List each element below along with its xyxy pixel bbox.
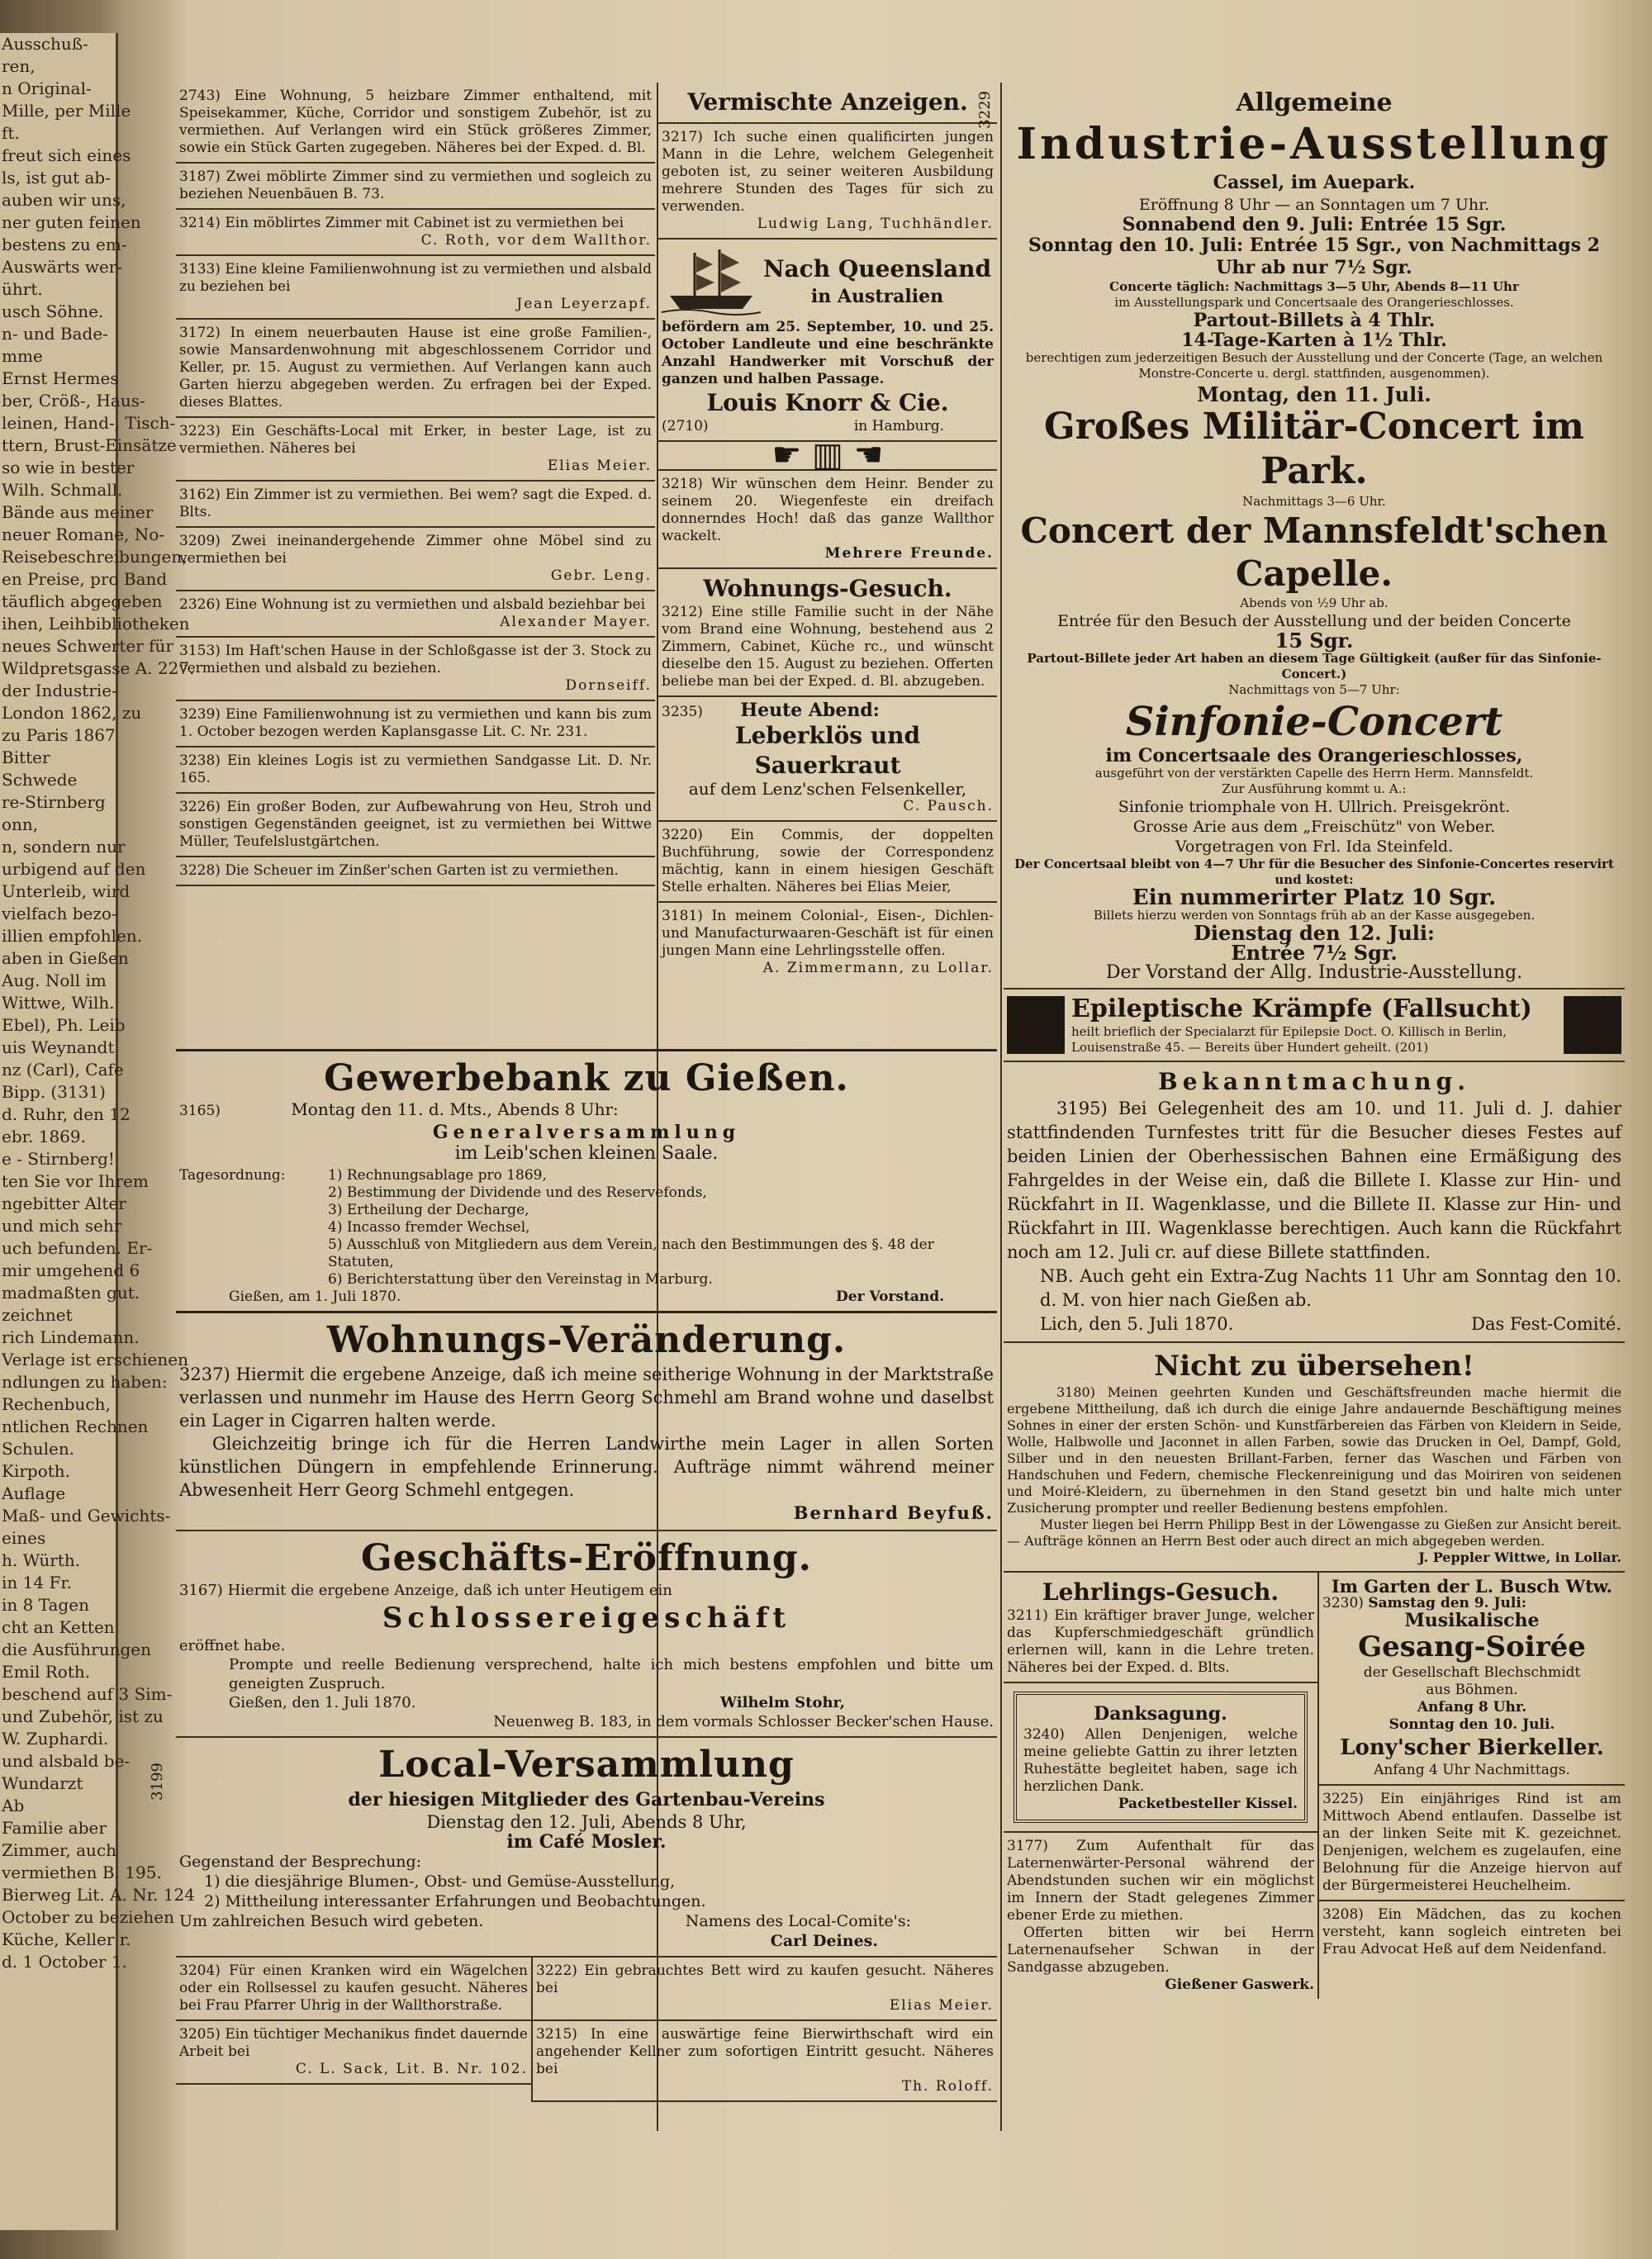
ad-3153	[176, 638, 655, 701]
prev-page-line: täuflich abgegeben	[2, 591, 163, 611]
ad-geschaeftseroeffnung: Geschäfts-Eröffnung. 3167) Hiermit die ergebene Anzeige, daß ich unter Heutigem ein Schlossereigeschäft eröffnet habe. Prompte und reelle Bedienung versprechend, halte ich mich bestens empfohlen und bitte um geneigten Zuspruch. Gießen, den 1. Juli 1870. Wilhelm Stohr, Neuenweg B. 183, in dem vormals Schlosser Becker'schen Hause.	[176, 1531, 997, 1738]
prev-page-line: mir umgehend 6	[2, 1260, 140, 1280]
ad-text: Die Scheuer im Zinßer'schen Garten ist zu vermiethen.	[225, 862, 619, 879]
ad-number: 3153)	[179, 643, 221, 659]
ad-3208: 3208) Ein Mädchen, das zu kochen versteht, kann sogleich eintreten bei Frau Advocat Heß auf dem Neidenfand.	[1322, 1906, 1621, 1958]
col3-bottom	[1004, 1573, 1625, 1999]
ad-text: Ein kleines Logis ist zu vermiethen Sandgasse Lit. D. Nr. 165.	[179, 752, 652, 786]
prev-page-line: re-Stirnberg	[2, 792, 106, 812]
ad-3181: 3181) In meinem Colonial-, Eisen-, Dichlen- und Manufacturwaaren-Geschäft ist für einen jungen Mann eine Lehrlingsstelle offen. A. Zimmermann, zu Lollar.	[662, 908, 994, 976]
column-1	[176, 83, 655, 1049]
prev-page-line: Kirpoth.	[2, 1461, 71, 1481]
ad-danksagung: Danksagung. 3240) Allen Denjenigen, welche meine geliebte Gattin zu ihrer letzten Ruhestätte begleitet haben, sage ich herzlichen Dank. Packetbesteller Kissel.	[1004, 1683, 1317, 1833]
ad-text: Im Haft'schen Hause in der Schloßgasse ist der 3. Stock zu vermiethen und alsbald zu beziehen.	[179, 643, 652, 676]
ad-signature: Dornseiff.	[565, 677, 652, 694]
prev-page-line: ngebitter Alter	[2, 1194, 126, 1213]
prev-page-line: in 8 Tagen	[2, 1595, 89, 1615]
ad-bekanntmachung: Bekanntmachung. 3195) Bei Gelegenheit des am 10. und 11. Juli d. J. dahier stattfindenden Turnfestes tritt für die Besucher dieses Festes auf beiden Linien der Oberhessischen Bahnen eine Ermäßigung des Fahrgeldes in der Weise ein, daß die Billete I. Klasse zur Hin- und Rückfahrt in II. Wagenklasse, und die Billete II. Klasse zur Hin- und Rückfahrt in III. Wagenklasse berechtigen. Auch kann die Rückfahrt noch am 12. Juli cr. auf diese Billete stattfinden. NB. Auch geht ein Extra-Zug Nachts 11 Uhr am Sonntag den 10. d. M. von hier nach Gießen ab. Lich, den 5. Juli 1870. Das Fest-Comité.	[1004, 1062, 1625, 1343]
prev-page-line: cht an Ketten	[2, 1617, 115, 1637]
prev-page-line: d. Ruhr, den 12	[2, 1104, 131, 1124]
ad-text: In eine auswärtige feine Bierwirthschaft wird ein angehender Kellner zum sofortigen Eintritt gesucht. Näheres bei	[536, 2026, 995, 2077]
ad-queensland: Nach Queensland in Australien befördern am 25. September, 10. und 25. October Landleute und eine beschränkte Anzahl Handwerker mit Vorschuß der ganzen und halben Passage. Louis Knorr & Cie. (2710) in Hamburg.	[658, 240, 997, 442]
previous-page-edge	[0, 33, 195, 2230]
prev-page-line: Wildpretsgasse A. 227.	[2, 658, 195, 678]
ad-number: 3214)	[179, 215, 221, 231]
ad-text: In einem neuerbauten Hause ist eine große Familien-, sowie Mansardenwohnung mit abgeschlossenem Corridor und Keller, pr. 15. August zu vermiethen. Auf Verlangen kann auch Garten hierzu abgegeben werden. Zu erfragen bei der Exped. dieses Blattes.	[179, 325, 652, 411]
prev-page-line: Wittwe, Wilh.	[2, 993, 115, 1013]
prev-page-line: die Ausführungen	[2, 1640, 151, 1659]
ad-signature: C. L. Sack, Lit. B. Nr. 102.	[295, 2061, 528, 2077]
ad-3238	[176, 747, 655, 794]
prev-page-line: madmaßten gut.	[2, 1283, 140, 1303]
prev-page-line: Ausschuß-	[2, 34, 88, 54]
prev-page-line: ührt.	[2, 279, 43, 299]
prev-page-line: Emil Roth.	[2, 1662, 91, 1682]
ad-text: Ein Zimmer ist zu vermiethen. Bei wem? sagt die Exped. d. Blts.	[179, 486, 653, 520]
list-item: 4) Incasso fremder Wechsel,	[328, 1219, 530, 1236]
prev-page-line: beschend auf 3 Sim-	[2, 1684, 173, 1704]
prev-page-line: Auswärts wer-	[2, 257, 123, 277]
decorative-block-icon	[1564, 996, 1621, 1054]
ad-text: Ein möblirtes Zimmer mit Cabinet ist zu vermiethen bei	[225, 215, 624, 231]
prev-page-line: Bierweg Lit. A. Nr. 124	[2, 1885, 195, 1905]
ad-3222	[533, 1958, 997, 2021]
prev-page-line: Bipp. (3131)	[2, 1082, 106, 1102]
prev-page-line: neues Schwerter für	[2, 636, 173, 656]
ad-number: 3238)	[179, 752, 221, 769]
list-item: 6) Berichterstattung über den Vereinstag in Marburg.	[328, 1271, 713, 1288]
section-heading: Vermischte Anzeigen.	[658, 83, 997, 124]
column-2	[658, 83, 997, 982]
prev-page-line: ihen, Leihbibliotheken	[2, 614, 190, 634]
prev-page-line: Ernst Hermes	[2, 368, 119, 388]
ship-icon	[662, 244, 761, 319]
ad-3225: 3225) Ein einjähriges Rind ist am Mittwoch Abend entlaufen. Dasselbe ist an der linken Seite mit K. gezeichnet. Denjenigen, welchem es zugelaufen, eine Belohnung für die Anzeige hiervon auf der Bürgermeisterei Heuchelheim.	[1319, 1786, 1625, 1901]
ad-gewerbebank: Gewerbebank zu Gießen. 3165) Montag den 11. d. Mts., Abends 8 Uhr: Generalversammlung im Leib'schen kleinen Saale. Tagesordnung: 1) Rechnungsablage pro 1869, 2) Bestimmung der Dividende und des Reservefonds, 3) Ertheilung der Decharge, 4) Incasso fremder Wechsel, 5) Ausschluß von Mitgliedern aus dem Verein, nach den Bestimmungen des §. 48 der Statuten, 6) Berichterstattung über den Vereinstag in Marburg. Gießen, am 1. Juli 1870. Der Vorstand.	[176, 1049, 997, 1313]
ad-3177: 3177) Zum Aufenthalt für das Laternenwärter-Personal während der Abendstunden suchen wir ein möglichst im Innern der Stadt gelegenes Zimmer ebener Erde zu miethen. Offerten bitten wir bei Herrn Laternenaufseher Schwan in der Sandgasse abzugeben. Gießener Gaswerk.	[1007, 1838, 1315, 1993]
prev-page-line: ndlungen zu haben:	[2, 1372, 168, 1392]
prev-page-line: vermiethen B. 195.	[2, 1863, 162, 1882]
list-item: 5) Ausschluß von Mitgliedern aus dem Verein, nach den Bestimmungen des §. 48 der Statuten,	[328, 1236, 934, 1270]
ad-localversammlung: 3199 Local-Versammlung der hiesigen Mitglieder des Gartenbau-Vereins Dienstag den 12. Juli, Abends 8 Uhr, im Café Mosler. Gegenstand der Besprechung: 1) die diesjährige Blumen-, Obst- und Gemüse-Ausstellung, 2) Mittheilung interessanter Erfahrungen und Beobachtungen. Um zahlreichen Besuch wird gebeten. Namens des Local-Comite's: Carl Deines.	[176, 1738, 997, 1958]
list-item: 2) Bestimmung der Dividende und des Reservefonds,	[328, 1184, 707, 1201]
prev-page-line: Wilh. Schmall.	[2, 480, 123, 500]
prev-page-line: ten Sie vor Ihrem	[2, 1171, 149, 1191]
prev-page-line: Ebel), Ph. Leib	[2, 1015, 126, 1035]
prev-page-line: ren,	[2, 56, 36, 76]
prev-page-line: Schwede	[2, 770, 78, 790]
ad-3172	[176, 320, 655, 418]
ad-3162	[176, 482, 655, 528]
ad-text: Für einen Kranken wird ein Wägelchen oder ein Rollsessel zu kaufen gesucht. Näheres bei Frau Pfarrer Uhrig in der Wallthorstraße.	[179, 1962, 528, 2014]
prev-page-line: leinen, Hand-, Tisch-	[2, 413, 176, 433]
ad-number: 3133)	[179, 261, 221, 278]
ad-signature: Elias Meier.	[889, 1997, 994, 2014]
ad-text: Ein Geschäfts-Local mit Erker, in bester Lage, ist zu vermiethen. Näheres bei	[179, 423, 652, 457]
prev-page-line: neuer Romane, No-	[2, 524, 165, 544]
prev-page-line: Zimmer, auch	[2, 1840, 117, 1860]
ad-number: 3162)	[179, 486, 221, 503]
ad-3228	[176, 857, 655, 886]
wide-left-blocks	[149, 1049, 997, 2102]
ad-signature: Gebr. Leng.	[550, 567, 652, 584]
list-item: 2) Mittheilung interessanter Erfahrungen und Beobachtungen.	[204, 1892, 706, 1910]
prev-page-line: Schulen.	[2, 1439, 75, 1459]
ad-text: Ein großer Boden, zur Aufbewahrung von Heu, Stroh und sonstigen Gegenständen geeignet, ist zu vermiethen bei Wittwe Müller, Teufelslustgärtchen.	[179, 799, 653, 850]
list-item: 3) Ertheilung der Decharge,	[328, 1202, 529, 1218]
prev-page-line: und alsbald be-	[2, 1751, 131, 1771]
ad-number: 3172)	[179, 325, 221, 341]
list-item: 1) die diesjährige Blumen-, Obst- und Gemüse-Ausstellung,	[204, 1872, 676, 1891]
list-item: 1) Rechnungsablage pro 1869,	[328, 1167, 547, 1184]
ad-2743	[176, 83, 655, 164]
prev-page-line: ebr. 1869.	[2, 1127, 86, 1146]
hands-icon: ☛ ▥ ☚	[658, 442, 997, 471]
prev-page-line: urbigend auf den	[2, 859, 146, 879]
column-3	[976, 83, 1625, 1999]
ad-text: Zwei möblirte Zimmer sind zu vermiethen und sogleich zu beziehen Neuenbäuen B. 73.	[179, 168, 652, 202]
ad-signature: Th. Roloff.	[901, 2078, 994, 2095]
prev-page-line: usch Söhne.	[2, 301, 104, 321]
bottom-small-ads	[176, 1958, 997, 2102]
prev-page-line: rich Lindemann.	[2, 1327, 140, 1347]
prev-page-line: Unterleib, wird	[2, 881, 131, 901]
prev-page-line: n Original-	[2, 78, 92, 98]
ad-garten: Im Garten der L. Busch Wtw. 3230) Samstag den 9. Juli: Musikalische Gesang-Soirée der Gesellschaft Blechschmidt aus Böhmen. Anfang 8 Uhr. Sonntag den 10. Juli. Lony'scher Bierkeller. Anfang 4 Uhr Nachmittags.	[1319, 1573, 1625, 1786]
ad-2326	[176, 591, 655, 638]
prev-page-line: der Industrie-	[2, 681, 117, 700]
ad-wohnungsgesuch: Wohnungs-Gesuch. 3212) Eine stille Familie sucht in der Nähe vom Brand eine Wohnung, bestehend aus 2 Zimmern, Cabinet, Küche rc., und wünscht dieselbe den 15. August zu beziehen. Offerten beliebe man bei der Exped. d. Bl. abzugeben.	[658, 569, 997, 697]
ad-nicht-zu-uebersehen: Nicht zu übersehen! 3180) Meinen geehrten Kunden und Geschäftsfreunden mache hiermit die ergebene Mittheilung, daß ich durch die einige Jahre andauernde Beschäftigung meines Sohnes in einer der ersten Schön- und Kunstfärbereien das Färben von Kleidern in Seide, Wolle, Halbwolle und Jaconnet in allen Farben, sowie das Drucken in Oel, Dampf, Gold, Silber und in den neuesten Brillant-Farben, ferner das Waschen und Färben von Handschuhen und Federn, chemische Fleckenreinigung und das Moiriren von seidenen und Moiré-Kleidern, zu übernehmen in den Stand gesetzt bin und halte mich unter Zusicherung prompter und reeller Bedienung bestens empfohlen. Muster liegen bei Herrn Philipp Best in der Löwengasse zu Gießen zur Ansicht bereit. — Aufträge können an Herrn Best oder auch direct an mich abgegeben werden. J. Peppler Wittwe, in Lollar.	[1004, 1343, 1625, 1573]
ad-industrie-ausstellung: 3229 Allgemeine Industrie-Ausstellung Cassel, im Auepark. Eröffnung 8 Uhr — an Sonntagen um 7 Uhr. Sonnabend den 9. Juli: Entrée 15 Sgr. Sonntag den 10. Juli: Entrée 15 Sgr., von Nachmittags 2 Uhr ab nur 7½ Sgr. Concerte täglich: Nachmittags 3—5 Uhr, Abends 8—11 Uhr im Ausstellungspark und Concertsaale des Orangerieschlosses. Partout-Billets à 4 Thlr. 14-Tage-Karten à 1½ Thlr. berechtigen zum jederzeitigen Besuch der Ausstellung und der Concerte (Tage, an welchen Monstre-Concerte u. dergl. stattfinden, ausgenommen). Montag, den 11. Juli. Großes Militär-Concert im Park. Nachmittags 3—6 Uhr. Concert der Mannsfeldt'schen Capelle. Abends von ½9 Uhr ab. Entrée für den Besuch der Ausstellung und der beiden Concerte 15 Sgr. Partout-Billete jeder Art haben an diesem Tage Gültigkeit (außer für das Sinfonie-Concert.) Nachmittags von 5—7 Uhr: Sinfonie-Concert im Concertsaale des Orangerieschlosses, ausgeführt von der verstärkten Capelle des Herrn Herm. Mannsfeldt. Zur Ausführung kommt u. A.: Sinfonie triomphale von H. Ullrich. Preisgekrönt. Grosse Arie aus dem „Freischütz" von Weber. Vorgetragen von Frl. Ida Steinfeld. Der Concertsaal bleibt von 4—7 Uhr für die Besucher des Sinfonie-Concertes reservirt und kostet: Ein nummerirter Platz 10 Sgr. Billets hierzu werden von Sonntags früh ab an der Kasse ausgegeben. Dienstag den 12. Juli: Entrée 7½ Sgr. Der Vorstand der Allg. Industrie-Ausstellung.	[1004, 83, 1625, 989]
ad-3239	[176, 701, 655, 747]
ad-3220: 3220) Ein Commis, der doppelten Buchführung, sowie der Correspondenz mächtig, kann in einem hiesigen Geschäft Stelle erhalten. Näheres bei Elias Meier,	[658, 822, 997, 903]
ad-lehrling: Lehrlings-Gesuch. 3211) Ein kräftiger braver Junge, welcher das Kupferschmiedgeschäft gründlich erlernen will, kann in die Lehre treten. Näheres bei der Exped. d. Blts.	[1004, 1573, 1317, 1683]
newspaper-page	[145, 83, 1635, 2218]
ad-number: 3222)	[536, 1962, 577, 1979]
prev-page-line: zu Paris 1867	[2, 725, 116, 745]
ad-signature: Alexander Mayer.	[500, 614, 652, 630]
prev-page-line: bestens zu em-	[2, 235, 127, 254]
prev-page-line: Wundarzt	[2, 1773, 83, 1793]
prev-page-line: illien empfohlen.	[2, 926, 143, 946]
ad-signature: C. Roth, vor dem Wallthor.	[420, 232, 652, 249]
prev-page-line: onn,	[2, 814, 39, 834]
ad-leberkloes: 3235) Heute Abend: Leberklös und Sauerkraut auf dem Lenz'schen Felsenkeller, C. Pausch.	[658, 697, 997, 822]
prev-page-line: W. Zuphardi.	[2, 1729, 109, 1749]
prev-page-line: London 1862, zu	[2, 703, 142, 723]
prev-page-line: freut sich eines	[2, 145, 131, 165]
prev-page-line: d. 1 October 1.	[2, 1952, 127, 1972]
prev-page-line: ft.	[2, 123, 20, 143]
ad-text: Ein gebrauchtes Bett wird zu kaufen gesucht. Näheres bei	[536, 1962, 994, 1996]
prev-page-line: so wie in bester	[2, 458, 135, 477]
prev-page-line: Rechenbuch,	[2, 1394, 111, 1414]
ad-3217: 3217) Ich suche einen qualificirten jungen Mann in die Lehre, welchem Gelegenheit geboten ist, zu seiner weiteren Ausbildung mehrere Stunden des Tages für sich zu verwenden. Ludwig Lang, Tuchhändler.	[658, 124, 997, 240]
prev-page-line: en Preise, pro Band	[2, 569, 168, 589]
ad-number: 3204)	[179, 1962, 221, 1979]
ad-3187	[176, 164, 655, 210]
prev-page-line: auben wir uns,	[2, 190, 126, 210]
prev-page-line: Auflage	[2, 1483, 66, 1503]
prev-page-line: nz (Carl), Cafe	[2, 1060, 124, 1080]
ad-3223	[176, 418, 655, 482]
prev-page-line: Maß- und Gewichts-	[2, 1506, 171, 1526]
ad-text: Zwei ineinandergehende Zimmer ohne Möbel sind zu vermiethen bei	[179, 533, 652, 567]
prev-page-line: Bitter	[2, 747, 50, 767]
ad-3133	[176, 256, 655, 320]
ad-number: 3187)	[179, 168, 221, 185]
ad-signature: Elias Meier.	[547, 458, 652, 474]
ad-signature: Jean Leyerzapf.	[516, 296, 652, 312]
ad-number: 2743)	[179, 88, 221, 104]
ad-number: 3205)	[179, 2026, 221, 2043]
prev-page-line: ls, ist gut ab-	[2, 168, 111, 187]
prev-page-line: Küche, Keller r.	[2, 1929, 131, 1949]
prev-page-line: Familie aber	[2, 1818, 107, 1838]
prev-page-line: October zu beziehen	[2, 1907, 175, 1927]
decorative-block-icon	[1007, 996, 1065, 1054]
ad-epilepsie: Epileptische Krämpfe (Fallsucht) heilt brieflich der Specialarzt für Epilepsie Doct. O. Killisch in Berlin, Louisenstraße 45. — Bereits über Hundert geheilt. (201)	[1004, 989, 1625, 1062]
prev-page-line: aben in Gießen	[2, 948, 129, 968]
prev-page-line: Ab	[2, 1796, 25, 1815]
ad-3226	[176, 794, 655, 857]
prev-page-line: uis Weynandt	[2, 1037, 115, 1057]
prev-page-line: Reisebeschreibungen,	[2, 547, 188, 567]
ad-wohnungsveraenderung: Wohnungs-Veränderung. 3237) Hiermit die ergebene Anzeige, daß ich meine seitherige Wohnung in der Marktstraße verlassen und nunmehr im Hause des Herrn Georg Schmehl am Brand wohne und daselbst ein Lager in Cigarren halten werde. Gleichzeitig bringe ich für die Herren Landwirthe mein Lager in allen Sorten künstlichen Düngern in empfehlende Erinnerung. Aufträge nimmt während meiner Abwesenheit Herr Georg Schmehl entgegen. Bernhard Beyfuß.	[176, 1313, 997, 1531]
prev-page-line: n- und Bade-	[2, 324, 108, 344]
ad-text: Eine Familienwohnung ist zu vermiethen und kann bis zum 1. October bezogen werden Kaplansgasse Lit. C. Nr. 231.	[179, 706, 652, 740]
prev-page-line: in 14 Fr.	[2, 1573, 73, 1592]
column-rule	[1000, 83, 1002, 2131]
prev-page-line: mme	[2, 346, 43, 366]
ad-3218: 3218) Wir wünschen dem Heinr. Bender zu seinem 20. Wiegenfeste ein dreifach donnerndes Hoch! daß das ganze Wallthor wackelt. Mehrere Freunde.	[658, 471, 997, 569]
ad-3209	[176, 528, 655, 591]
prev-page-line: ttern, Brust-Einsätze	[2, 435, 177, 455]
prev-page-line: ntlichen Rechnen	[2, 1417, 149, 1436]
prev-page-line: uch befunden. Er-	[2, 1238, 153, 1258]
ad-number: 3223)	[179, 423, 221, 439]
ad-text: Eine kleine Familienwohnung ist zu vermiethen und alsbald zu beziehen bei	[179, 261, 653, 295]
prev-page-line: ner guten feinen	[2, 212, 141, 232]
ad-number: 2326)	[179, 596, 221, 613]
prev-page-line: Mille, per Mille	[2, 101, 131, 121]
ad-3214	[176, 210, 655, 256]
ad-number: 3228)	[179, 862, 221, 879]
ad-text: Eine Wohnung ist zu vermiethen und alsbald beziehbar bei	[225, 596, 646, 613]
ad-number: 3209)	[179, 533, 221, 549]
prev-page-line: h. Würth.	[2, 1550, 81, 1570]
prev-page-line: zeichnet	[2, 1305, 73, 1325]
ad-text: Eine Wohnung, 5 heizbare Zimmer enthaltend, mit Speisekammer, Küche, Corridor und sonstigem Zubehör, ist zu vermiethen. Auf Verlangen wird ein Stück größeres Zimmer, sowie ein Stück Garten zugegeben. Näheres bei der Exped. d. Bl.	[179, 88, 652, 156]
ad-number: 3215)	[536, 2026, 577, 2043]
ad-text: Ein tüchtiger Mechanikus findet dauernde Arbeit bei	[179, 2026, 528, 2060]
prev-page-line: Verlage ist erschienen	[2, 1350, 188, 1369]
prev-page-line: Bände aus meiner	[2, 502, 154, 522]
prev-page-line: Aug. Noll im	[2, 971, 107, 990]
ad-number: 3226)	[179, 799, 221, 815]
prev-page-line: n, sondern nur	[2, 837, 126, 857]
prev-page-line: eines	[2, 1528, 46, 1548]
prev-page-line: e - Stirnberg!	[2, 1149, 115, 1169]
prev-page-line: und mich sehr	[2, 1216, 122, 1236]
prev-page-line: ber, Cröß-, Haus-	[2, 391, 145, 411]
ad-3205	[176, 2021, 531, 2085]
ad-number: 3239)	[179, 706, 221, 723]
prev-page-line: vielfach bezo-	[2, 904, 117, 923]
prev-page-line: und Zubehör, ist zu	[2, 1706, 164, 1726]
ad-3215	[533, 2021, 997, 2102]
ad-3204	[176, 1958, 531, 2021]
